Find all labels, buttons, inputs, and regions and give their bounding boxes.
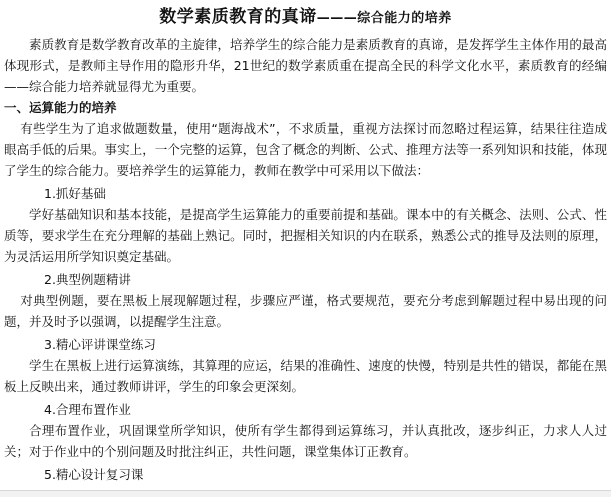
item-heading-2: 2.典型例题精讲 <box>44 272 131 287</box>
item-heading-1: 1.抓好基础 <box>44 186 106 201</box>
title-dash: ——— <box>316 11 358 26</box>
item-body-2: 对典型例题，要在黑板上展现解题过程，步骤应严谨，格式要规范，要充分考虑到解题过程中易出现的问题，并及时予以强调，以提醒学生注意。 <box>4 293 607 329</box>
title-sub: 综合能力的培养 <box>357 11 452 26</box>
document-title <box>4 4 607 32</box>
title-main: 数学素质教育的真谛 <box>159 7 317 27</box>
item-heading-4: 4.合理布置作业 <box>44 402 131 417</box>
item-body-3: 学生在黑板上进行运算演练，其算理的应运，结果的准确性、速度的快慢，特别是共性的错误，都能在黑板上反映出来，通过教师讲评，学生的印象会更深刻。 <box>4 358 607 394</box>
item-body-1: 学好基础知识和基本技能，是提高学生运算能力的重要前提和基础。课本中的有关概念、法则、公式、性质等，要求学生在充分理解的基础上熟记。同时，把握相关知识的内在联系，熟悉公式的推导及法则的原理，为灵活运用所学知识奠定基础。 <box>4 207 607 264</box>
window-bottom-edge <box>0 490 611 497</box>
section-intro-paragraph: 有些学生为了追求做题数量，使用“题海战术”，不求质量，重视方法探讨而忽略过程运算，结果往往造成眼高手低的后果。事实上，一个完整的运算，包含了概念的判断、公式、推理方法等一系列知识和技能，体现了学生的综合能力。要培养学生的运算能力，教师在教学中可采用以下做法： <box>4 121 607 178</box>
intro-paragraph: 素质教育是数学教育改革的主旋律，培养学生的综合能力是素质教育的真谛，是发挥学生主体作用的最高体现形式，是教师主导作用的隐形升华，21世纪的数学素质重在提高全民的科学文化水平，素质教育的经编——综合能力培养就显得尤为重要。 <box>4 37 607 94</box>
section-heading: 一、运算能力的培养 <box>4 100 117 115</box>
item-body-4: 合理布置作业，巩固课堂所学知识，使所有学生都得到运算练习，并认真批改，逐步纠正，力求人人过关；对于作业中的个别问题及时批注纠正，共性问题，课堂集体订正教育。 <box>4 423 607 459</box>
item-heading-5: 5.精心设计复习课 <box>44 467 144 482</box>
item-heading-3: 3.精心评讲课堂练习 <box>44 337 156 352</box>
